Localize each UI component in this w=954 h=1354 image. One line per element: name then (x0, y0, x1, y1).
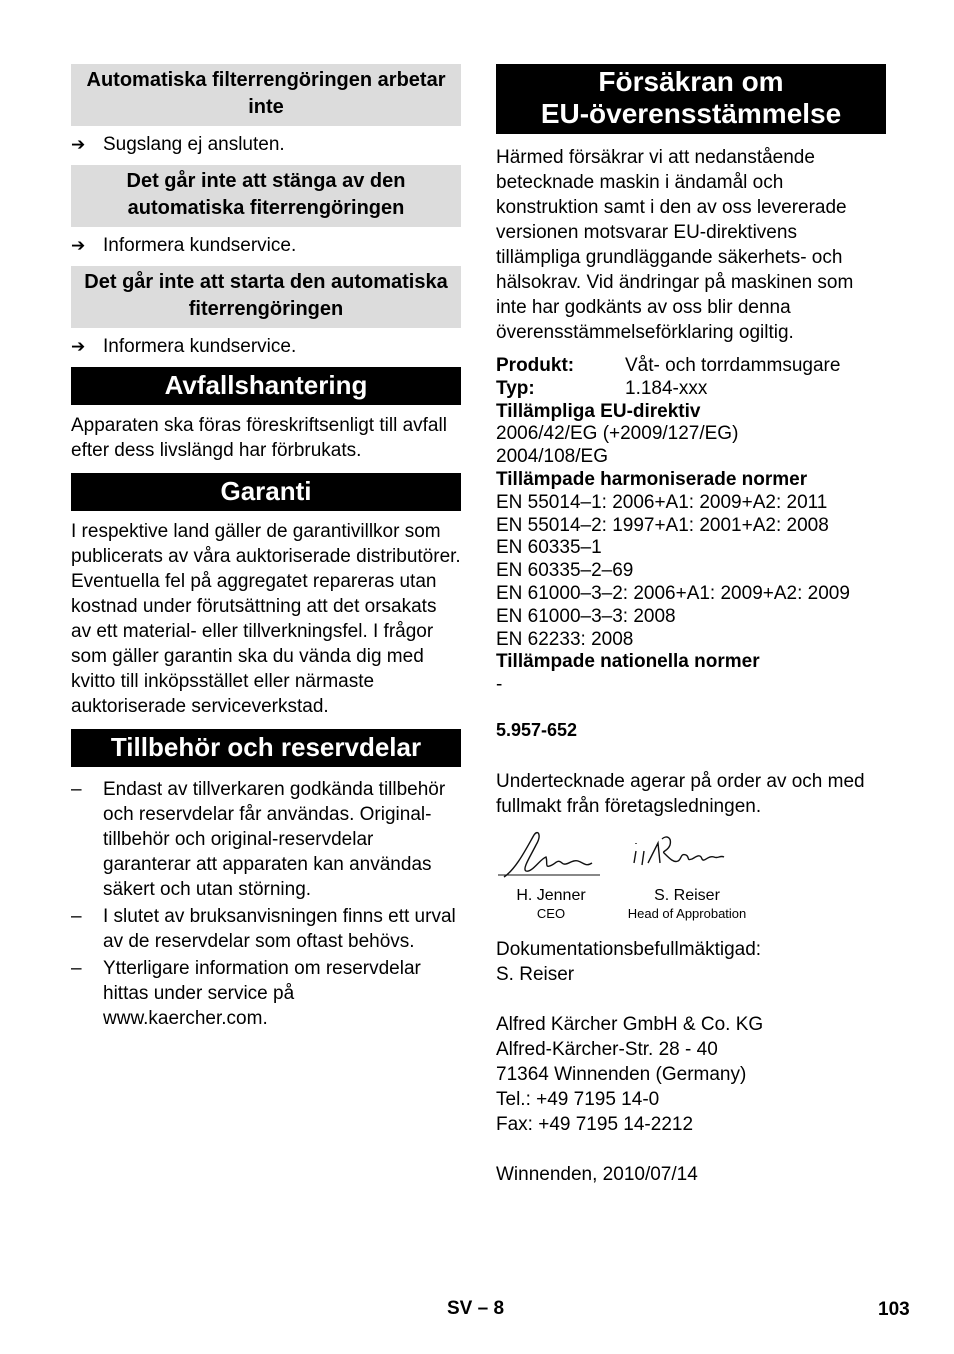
doc-number: 5.957-652 (496, 719, 578, 740)
signer-name: H. Jenner (516, 886, 586, 904)
arrow-right-icon: ➔ (71, 135, 86, 154)
signature-block-1 (496, 829, 606, 923)
signatory-text: Undertecknade agerar på order av och med fullmakt från företagsledningen. (496, 770, 865, 817)
signatures (496, 829, 886, 921)
warranty-heading: Garanti (71, 473, 461, 511)
disposal-text: Apparaten ska föras föreskriftsenligt till avfall efter dess livslängd har förbrukats. (71, 415, 447, 461)
place-date: Winnenden, 2010/07/14 (496, 1163, 698, 1185)
signer-role: Head of Approbation (627, 905, 747, 921)
section-number: SV – 8 (447, 1298, 505, 1319)
trouble-remedy-2: ➔ Informera kundservice. (71, 235, 297, 256)
norm-item: EN 61000–3–2: 2006+A1: 2009+A2: 2009 (496, 582, 850, 604)
norm-item: EN 61000–3–3: 2008 (496, 605, 676, 627)
signature-jenner-icon (496, 829, 606, 881)
list-item: – I slutet av bruksanvisningen finns ett urval av de reservdelar som oftast behövs. (71, 906, 456, 952)
norm-item: EN 55014–1: 2006+A1: 2009+A2: 2011 (496, 491, 828, 513)
trouble-heading-3: Det går inte att starta den automatiska fiterrengöringen (71, 266, 461, 328)
list-item: – Ytterligare information om reservdelar hittas under service på www.kaercher.com. (71, 958, 421, 1029)
right-column (496, 64, 886, 1187)
disposal-heading: Avfallshantering (71, 367, 461, 405)
page-number: 103 (878, 1299, 910, 1320)
trouble-heading-1: Automatiska filterrengöringen arbetar inte (71, 64, 461, 126)
directives-heading: Tillämpliga EU-direktiv (496, 400, 701, 422)
warranty-text: I respektive land gäller de garantivillkor som publicerats av våra auktoriserade distributörer. Eventuella fel på aggregatet repareras utan kostnad under förutsättning att det orsakats av ett material- eller tillverkningsfel. I frågor som gäller garantin ska du vända dig med kvitto till inköpsstället eller närmaste auktoriserade serviceverkstad. (71, 521, 461, 717)
signer-role: CEO (536, 905, 566, 921)
norm-item: EN 55014–2: 1997+A1: 2001+A2: 2008 (496, 514, 829, 536)
arrow-right-icon: ➔ (71, 236, 86, 255)
declaration-intro: Härmed försäkrar vi att nedanstående betecknade maskin i ändamål och konstruktion samt i den av oss levererade versionen motsvarar EU-direktivens tillämpliga grundläggande säkerhets- och hälsokrav. Vid ändringar på maskinen som inte har godkänts av oss blir denna överensstämmelseförklaring ogiltig. (496, 147, 854, 343)
national-value: - (496, 674, 503, 696)
doc-representative: Dokumentationsbefullmäktigad: S. Reiser (496, 938, 762, 985)
product-row: Produkt: Våt- och torrdammsugare (496, 355, 841, 376)
left-column (71, 64, 461, 1033)
norm-item: EN 62233: 2008 (496, 628, 634, 650)
signer-name: S. Reiser (654, 886, 720, 904)
directive-item: 2006/42/EG (+2009/127/EG) (496, 423, 739, 445)
arrow-right-icon: ➔ (71, 337, 86, 356)
trouble-remedy-3: ➔ Informera kundservice. (71, 336, 297, 357)
type-row: Typ: 1.184-xxx (496, 377, 708, 399)
declaration-specs (496, 355, 886, 697)
directive-item: 2004/108/EG (496, 446, 608, 468)
trouble-heading-2: Det går inte att stänga av den automatiska fiterrengöringen (71, 165, 461, 227)
accessories-list (71, 777, 461, 1031)
norm-item: EN 60335–1 (496, 537, 602, 559)
signature-block-2 (620, 829, 754, 923)
declaration-heading: Försäkran om EU-överensstämmelse (496, 64, 886, 134)
harmonised-heading: Tillämpade harmoniserade normer (496, 468, 808, 490)
company-address: Alfred Kärcher GmbH & Co. KG Alfred-Kärcher-Str. 28 - 40 71364 Winnenden (Germany) Tel.: +49 7195 14-0 Fax: +49 7195 14-2212 (496, 1013, 764, 1135)
national-heading: Tillämpade nationella normer (496, 651, 760, 673)
list-item: – Endast av tillverkaren godkända tillbehör och reservdelar får användas. Original-tillbehör och original-reservdelar garanterar att apparaten kan användas säkert och utan störning. (71, 779, 446, 900)
norm-item: EN 60335–2–69 (496, 560, 634, 582)
signature-reiser-icon (620, 829, 754, 881)
trouble-remedy-1: ➔ Sugslang ej ansluten. (71, 134, 285, 155)
accessories-heading: Tillbehör och reservdelar (71, 729, 461, 767)
